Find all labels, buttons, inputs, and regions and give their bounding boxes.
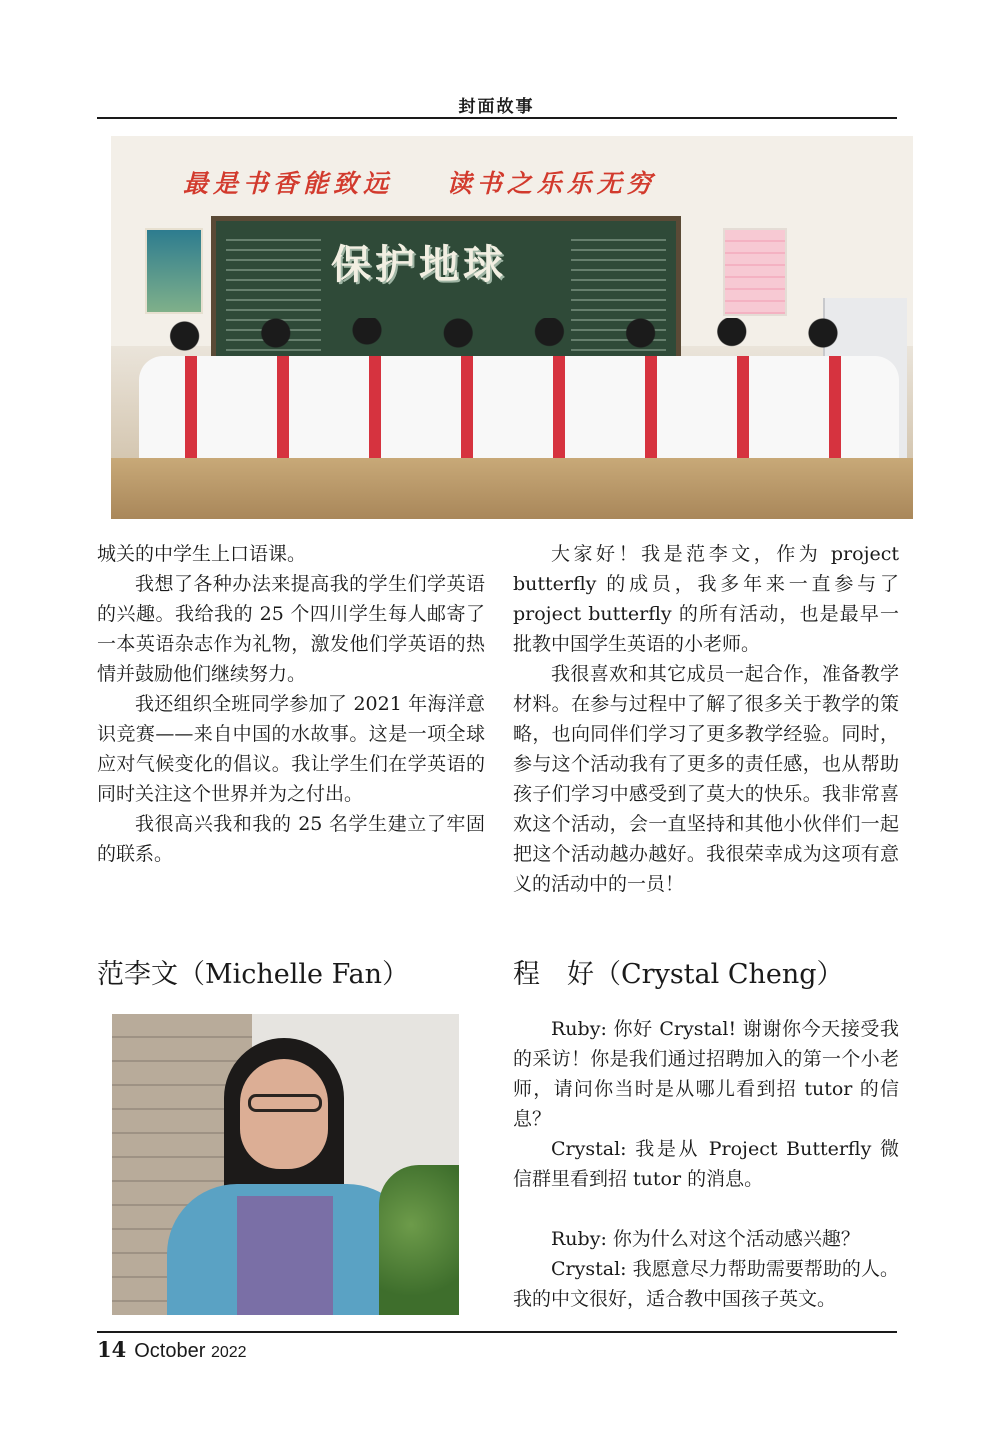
left-paragraph-4: 我很高兴我和我的 25 名学生建立了牢固的联系。 [97,813,485,865]
portrait-plant [379,1165,459,1315]
crystal-heading: 程 好（Crystal Cheng） [513,959,844,990]
students-uniforms [139,356,899,466]
interview-line-2: Crystal: 我是从 Project Butterfly 微信群里看到招 tutor 的消息。 [513,1138,899,1190]
right-paragraph-1: 大家好！我是范李文，作为 project butterfly 的成员，我多年来一直参与了 project butterfly 的所有活动，也是最早一批教中国学生英语的小老师。 [513,543,899,655]
left-paragraph-2: 我想了各种办法来提高我的学生们学英语的兴趣。我给我的 25 个四川学生每人邮寄了一本英语杂志作为礼物，激发他们学英语的热情并鼓励他们继续努力。 [97,573,485,685]
michelle-portrait-photo [112,1014,459,1315]
page-number: 14 [97,1337,127,1362]
section-label: 封面故事 [458,97,535,117]
left-column-text [97,539,485,869]
footer-year: 2022 [210,1344,247,1361]
wall-poster-left [145,228,203,314]
michelle-heading: 范李文（Michelle Fan） [97,959,409,990]
banner-right-text: 读书之乐乐无穷 [446,169,657,198]
classroom-desks [111,458,913,519]
wall-poster-right [723,228,787,316]
blackboard-title: 保护地球 [331,242,507,288]
interview-line-3: Ruby: 你为什么对这个活动感兴趣？ [551,1228,860,1250]
right-paragraph-2: 我很喜欢和其它成员一起合作，准备教学材料。在参与过程中了解了很多关于教学的策略，也向同伴们学习了更多教学经验。同时，参与这个活动我有了更多的责任感，也从帮助孩子们学习中感受到了莫大的快乐。我非常喜欢这个活动，会一直坚持和其他小伙伴们一起把这个活动越办越好。我很荣幸成为这项有意义的活动中的一员！ [513,663,899,895]
left-paragraph-3: 我还组织全班同学参加了 2021 年海洋意识竞赛——来自中国的水故事。这是一项全球应对气候变化的倡议。我让学生们在学英语的同时关注这个世界并为之付出。 [97,693,485,805]
right-column-text [513,539,899,899]
left-paragraph-1: 城关的中学生上口语课。 [97,543,307,565]
footer-month: October [134,1340,206,1362]
page-footer [97,1337,247,1366]
top-rule [97,117,897,119]
interview-spacer [513,1194,899,1224]
banner-left-text: 最是书香能致远 [183,169,394,198]
classroom-photo [111,136,913,519]
interview-line-4: Crystal: 我愿意尽力帮助需要帮助的人。我的中文很好，适合教中国孩子英文。 [513,1258,899,1310]
portrait-shirt [237,1196,333,1315]
portrait-face [240,1059,328,1169]
classroom-banner [183,164,743,206]
interview-line-1: Ruby: 你好 Crystal! 谢谢你今天接受我的采访！你是我们通过招聘加入的第一个小老师，请问你当时是从哪儿看到招 tutor 的信息？ [513,1018,899,1130]
portrait-glasses [248,1094,322,1112]
crystal-interview [513,1014,899,1314]
bottom-rule [97,1331,897,1333]
